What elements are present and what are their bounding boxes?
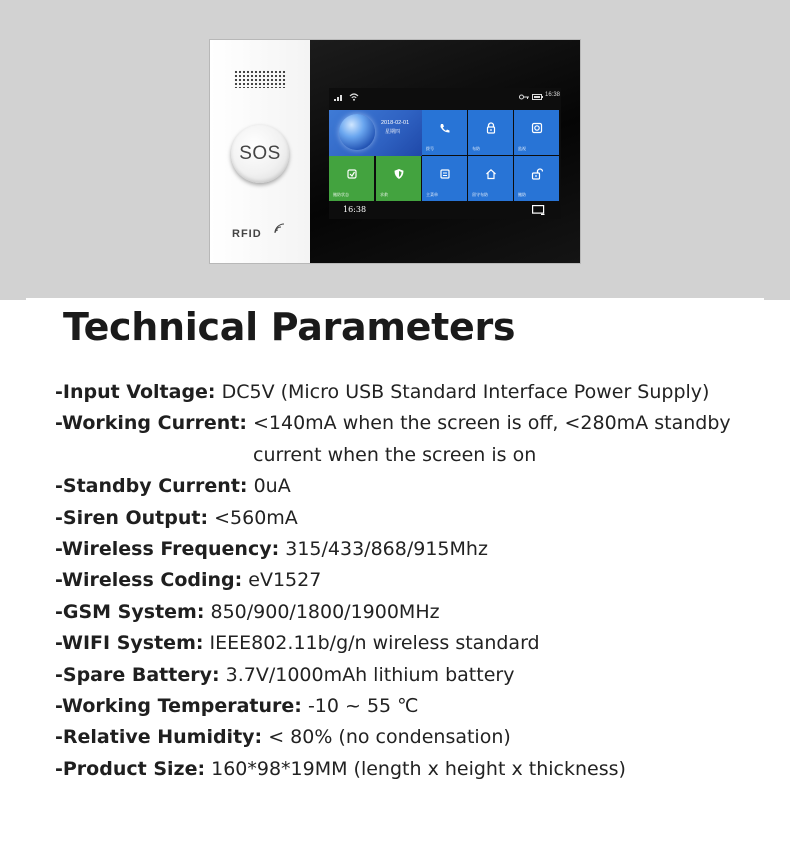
param-label: -Wireless Frequency: [55, 538, 280, 561]
param-label: -Siren Output: [55, 506, 209, 529]
bottom-background [0, 792, 790, 857]
sos-button[interactable] [231, 125, 289, 183]
param-working-temperature [55, 691, 755, 722]
param-working-current [55, 408, 755, 439]
tile-label: 主菜单 [426, 192, 438, 197]
param-value: 850/900/1800/1900MHz [210, 600, 440, 623]
param-gsm-system [55, 597, 755, 628]
param-value: < 80% (no condensation) [268, 726, 511, 749]
menu-icon [439, 168, 451, 180]
param-relative-humidity [55, 722, 755, 753]
param-value: <140mA when the screen is off, <280mA standby [252, 412, 731, 435]
param-wireless-frequency [55, 534, 755, 565]
screen-bottom-bar [329, 202, 561, 219]
unlock-icon [531, 168, 543, 180]
tile-label: 求救 [380, 192, 388, 197]
param-label: -Product Size: [55, 757, 206, 780]
battery-icon [532, 94, 543, 100]
key-icon [519, 94, 530, 100]
param-label: -GSM System: [55, 600, 205, 623]
tile-label: 布防 [472, 146, 480, 151]
signal-icon [334, 94, 344, 101]
arm-icon [346, 168, 358, 180]
tile-arm[interactable] [468, 110, 514, 156]
param-value: -10 ~ 55 ℃ [307, 695, 419, 718]
screen-date: 2018-02-01 [381, 120, 410, 126]
touch-screen [329, 88, 561, 219]
tile-label: 监视 [518, 146, 526, 151]
param-value: 0uA [253, 475, 291, 498]
rfid-icon [273, 223, 285, 235]
tile-main-menu[interactable] [422, 156, 468, 202]
tile-dial[interactable] [422, 110, 468, 156]
param-label: -Wireless Coding: [55, 569, 243, 592]
param-value: DC5V (Micro USB Standard Interface Power Supply) [221, 381, 710, 403]
status-bar [329, 88, 561, 110]
param-standby-current [55, 471, 755, 502]
camera-icon [531, 122, 543, 134]
param-value-continued: current when the screen is on [253, 443, 537, 466]
param-spare-battery [55, 660, 755, 691]
param-label: -WIFI System: [55, 632, 204, 655]
device-screen-bezel [310, 40, 580, 263]
param-value: eV1527 [248, 569, 322, 592]
param-siren-output [55, 503, 755, 534]
shield-icon [393, 168, 405, 180]
param-value: <560mA [214, 506, 298, 529]
tile-label: 留守布防 [472, 192, 488, 197]
tile-home-arm[interactable] [468, 156, 514, 202]
param-wireless-coding [55, 565, 755, 596]
param-label: -Working Temperature: [55, 695, 302, 718]
date-widget [329, 110, 422, 156]
param-wifi-system [55, 628, 755, 659]
speaker-grille [234, 70, 286, 88]
param-value: 3.7V/1000mAh lithium battery [225, 663, 515, 686]
param-label: -Input Voltage: [55, 381, 216, 403]
page-title: Technical Parameters [63, 305, 516, 349]
home-icon [485, 168, 497, 180]
tile-label: 撤防 [518, 192, 526, 197]
tile-sos[interactable] [376, 156, 422, 202]
tile-arm-status[interactable] [329, 156, 375, 202]
tile-disarm[interactable] [514, 156, 560, 202]
monitor-icon[interactable] [532, 205, 545, 215]
device-side-panel [210, 40, 310, 263]
globe-icon [339, 114, 375, 150]
rfid-label: RFID [232, 228, 262, 240]
tile-label: 拨号 [426, 146, 434, 151]
param-label: -Spare Battery: [55, 663, 220, 686]
param-value: IEEE802.11b/g/n wireless standard [209, 632, 540, 655]
param-working-current-continued [55, 440, 755, 471]
param-value: 315/433/868/915Mhz [285, 538, 488, 561]
param-label: -Relative Humidity: [55, 726, 263, 749]
param-value: 160*98*19MM (length x height x thickness) [211, 757, 626, 780]
alarm-panel-device [209, 39, 581, 264]
param-input-voltage [55, 377, 755, 408]
lock-icon [485, 122, 497, 134]
wifi-icon [349, 93, 359, 101]
screen-clock: 16:38 [343, 205, 367, 214]
tile-label: 撤防状态 [333, 192, 349, 197]
home-tiles [329, 110, 561, 202]
screen-weekday: 星期四 [385, 129, 401, 135]
param-label: -Working Current: [55, 412, 247, 435]
tile-monitor[interactable] [514, 110, 560, 156]
param-product-size [55, 754, 755, 785]
sos-label: SOS [239, 143, 281, 164]
status-time: 16:38 [545, 92, 561, 98]
param-label: -Standby Current: [55, 475, 248, 498]
parameters-list [55, 377, 755, 785]
phone-icon [439, 122, 451, 134]
